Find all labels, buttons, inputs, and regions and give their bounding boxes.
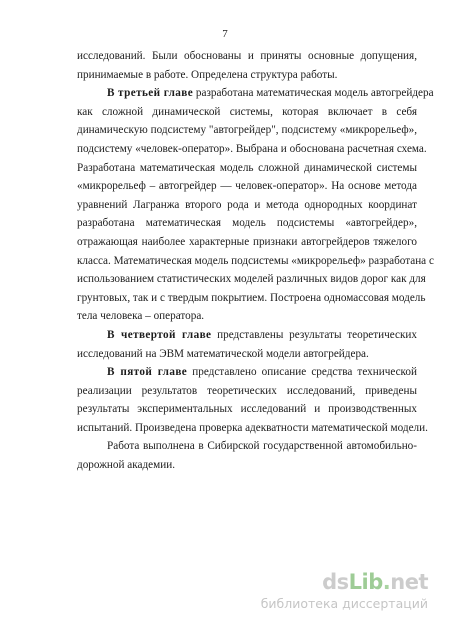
text-line: подсистему «человек-оператор». Выбрана и обоснована расчетная схема. — [77, 142, 427, 155]
logo-part-lib: Lib — [348, 570, 383, 594]
paragraph-1 — [77, 47, 417, 84]
text-line: класса. Математическая модель подсистемы «микрорельеф» разработана с — [77, 254, 434, 267]
watermark — [248, 570, 438, 610]
text-line: дорожной академии. — [77, 459, 175, 472]
chapter-heading-3: В третьей главе — [107, 87, 194, 100]
text-line: принимаемые в работе. Определена структура работы. — [77, 68, 338, 81]
logo-part-ds: ds — [322, 570, 349, 594]
paragraph-chapter-3 — [77, 84, 434, 326]
text-line: тела человека – оператора. — [77, 310, 205, 323]
text-line: результаты экспериментальных исследований и производственных — [77, 403, 417, 416]
chapter-heading-5: В пятой главе — [107, 366, 188, 379]
text-line: динамическую подсистему "автогрейдер", подсистему «микрорельеф», — [77, 124, 417, 137]
text-line: Разработана математическая модель сложной динамической системы — [77, 161, 417, 174]
watermark-tagline: библиотека диссертаций — [260, 596, 428, 611]
text-line: исследований на ЭВМ математической модели автогрейдера. — [77, 347, 369, 360]
text-line — [77, 326, 417, 345]
text-line: реализации результатов теоретических исследований, приведены — [77, 384, 417, 397]
text-line: «микрорельеф – автогрейдер — человек-оператор». На основе метода — [77, 180, 417, 193]
text-line: исследований. Были обоснованы и приняты основные допущения, — [77, 50, 417, 62]
text-line — [77, 84, 434, 103]
text-line — [77, 363, 417, 382]
text-line: отражающая наиболее характерные признаки автогрейдеров тяжелого — [77, 235, 417, 248]
text-line: Работа выполнена в Сибирской государственной автомобильно- — [107, 440, 417, 453]
paragraph-chapter-5 — [77, 363, 428, 437]
text-line: уравнений Лагранжа второго рода и метода однородных координат — [77, 198, 417, 211]
text-run: представлено описание средства технической — [187, 366, 417, 379]
text-line: грунтовых, так и с твердым покрытием. Построена одномассовая модель — [77, 291, 426, 304]
logo-part-net: net — [390, 570, 428, 594]
paragraph-conclusion — [77, 437, 417, 474]
watermark-logo — [322, 570, 428, 594]
page-number: 7 — [222, 28, 228, 40]
text-line: использованием статистических моделей различных видов дорог как для — [77, 273, 426, 286]
text-line: испытаний. Произведена проверка адекватности математической модели. — [77, 421, 428, 434]
text-line: разработана математическая модель подсистемы «автогрейдер», — [77, 217, 417, 230]
paragraph-chapter-4 — [77, 326, 417, 363]
text-line: как сложной динамической системы, которая включает в себя — [77, 105, 417, 118]
text-run: разработана математическая модель автогрейдера — [193, 87, 434, 100]
text-run: представлены результаты теоретических — [211, 328, 417, 341]
chapter-heading-4: В четвертой главе — [107, 328, 212, 341]
logo-part-dot: . — [382, 570, 391, 594]
document-body — [77, 47, 434, 475]
